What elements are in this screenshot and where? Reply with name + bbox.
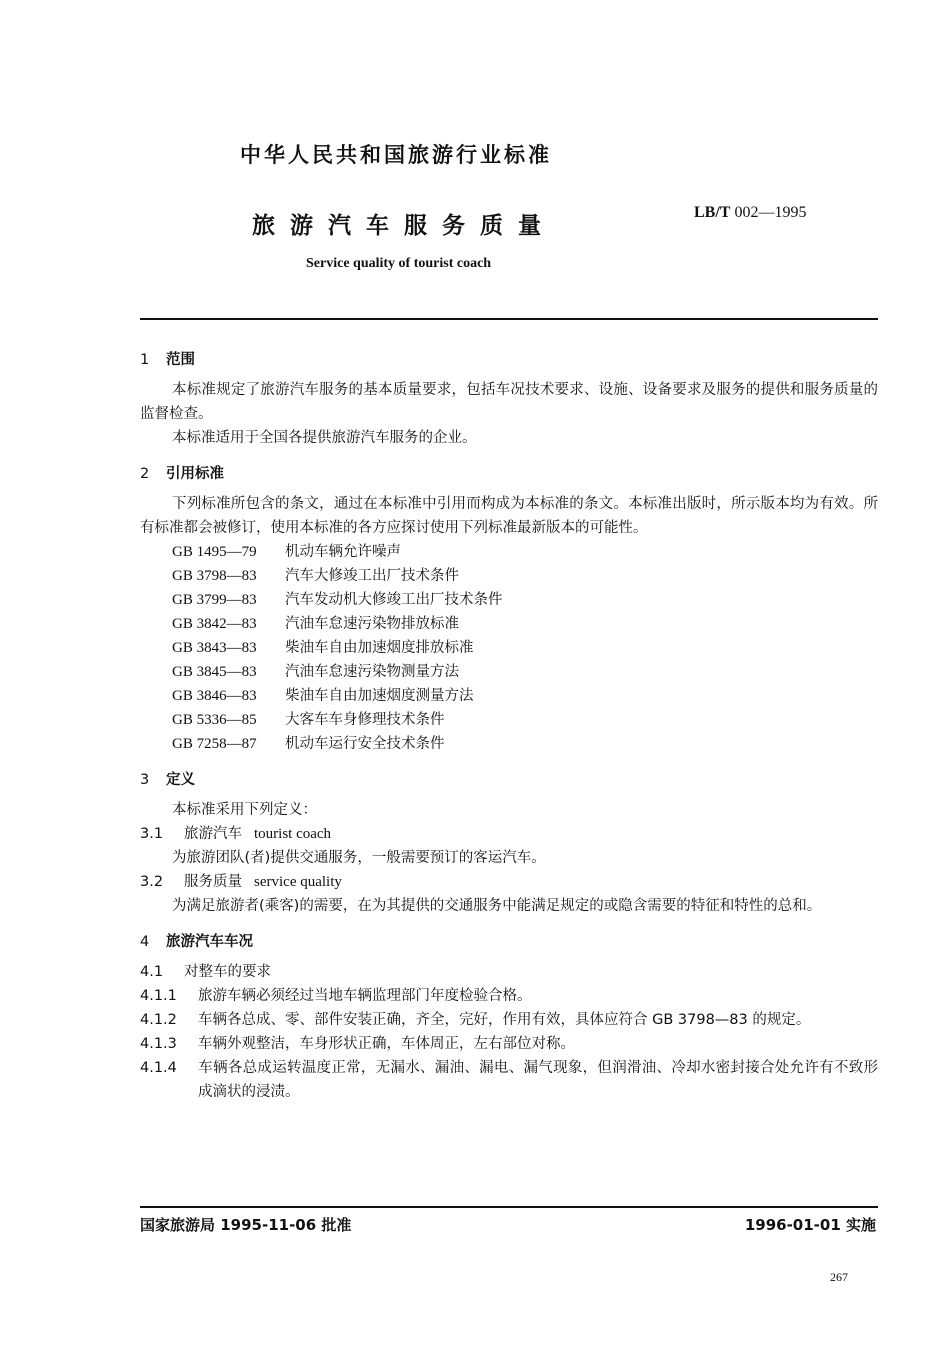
reference-name: 柴油车自由加速烟度测量方法 — [285, 688, 474, 704]
document-body — [140, 348, 878, 1104]
definition-term: 服务质量 — [184, 874, 242, 890]
section-title: 引用标准 — [166, 466, 224, 482]
clause-number: 3.1 — [140, 826, 164, 842]
clause-number: 4.1.4 — [140, 1060, 177, 1076]
clause-item — [140, 984, 878, 1008]
reference-code: GB 3799—83 — [172, 592, 257, 608]
approval-info: 国家旅游局 1995-11-06 批准 — [140, 1216, 352, 1234]
standard-code-prefix: LB/T — [694, 204, 731, 221]
reference-name: 汽车发动机大修竣工出厂技术条件 — [285, 592, 503, 608]
section-number: 4 — [140, 934, 150, 950]
reference-code: GB 3846—83 — [172, 688, 257, 704]
reference-item — [140, 660, 878, 684]
clause-item — [140, 1008, 878, 1032]
reference-item — [140, 588, 878, 612]
clause-number: 4.1.1 — [140, 988, 177, 1004]
definition-term: 旅游汽车 — [184, 826, 242, 842]
reference-item — [140, 564, 878, 588]
paragraph: 下列标准所包含的条文，通过在本标准中引用而构成为本标准的条文。本标准出版时，所示版本均为有效。所有标准都会被修订，使用本标准的各方应探讨使用下列标准最新版本的可能性。 — [140, 496, 878, 536]
reference-code: GB 5336—85 — [172, 712, 257, 728]
definition-heading — [140, 870, 878, 894]
paragraph: 本标准适用于全国各提供旅游汽车服务的企业。 — [172, 430, 477, 446]
definition-text: 为满足旅游者(乘客)的需要，在为其提供的交通服务中能满足规定的或隐含需要的特征和特性的总和。 — [172, 898, 822, 914]
reference-name: 汽油车怠速污染物测量方法 — [285, 664, 459, 680]
clause-number: 4.1 — [140, 964, 164, 980]
reference-name: 汽车大修竣工出厂技术条件 — [285, 568, 459, 584]
reference-item — [140, 612, 878, 636]
definition-term-en: tourist coach — [254, 826, 332, 842]
section-1-heading — [140, 348, 878, 372]
effective-date: 1996-01-01 实施 — [744, 1216, 876, 1234]
clause-number: 4.1.3 — [140, 1036, 177, 1052]
reference-name: 大客车车身修理技术条件 — [285, 712, 445, 728]
section-number: 1 — [140, 352, 150, 368]
definition-text: 为旅游团队(者)提供交通服务，一般需要预订的客运汽车。 — [172, 850, 546, 866]
section-4-heading — [140, 930, 878, 954]
reference-name: 汽油车怠速污染物排放标准 — [285, 616, 459, 632]
document-title-cn: 旅游汽车服务质量 — [252, 213, 556, 239]
section-title: 定义 — [166, 772, 195, 788]
reference-name: 机动车运行安全技术条件 — [285, 736, 445, 752]
reference-item — [140, 708, 878, 732]
definition-term-en: service quality — [254, 874, 342, 890]
standard-code — [694, 204, 806, 222]
reference-item — [140, 732, 878, 756]
reference-item — [140, 684, 878, 708]
section-title: 范围 — [166, 352, 195, 368]
clause-item — [140, 1056, 878, 1104]
page-number: 267 — [830, 1270, 848, 1284]
reference-name: 机动车辆允许噪声 — [285, 544, 401, 560]
reference-name: 柴油车自由加速烟度排放标准 — [285, 640, 474, 656]
paragraph: 本标准采用下列定义： — [172, 802, 317, 818]
section-number: 3 — [140, 772, 150, 788]
section-3-heading — [140, 768, 878, 792]
reference-code: GB 3843—83 — [172, 640, 257, 656]
section-title: 旅游汽车车况 — [166, 934, 253, 950]
document-title-en: Service quality of tourist coach — [306, 256, 492, 271]
clause-text: 车辆各总成运转温度正常，无漏水、漏油、漏电、漏气现象，但润滑油、冷却水密封接合处允许有不致形成滴状的浸渍。 — [198, 1060, 878, 1100]
clause-item — [140, 1032, 878, 1056]
standard-code-number: 002—1995 — [734, 204, 807, 221]
definition-heading — [140, 822, 878, 846]
paragraph: 本标准规定了旅游汽车服务的基本质量要求，包括车况技术要求、设施、设备要求及服务的提供和服务质量的监督检查。 — [140, 382, 878, 422]
reference-code: GB 3845—83 — [172, 664, 257, 680]
section-2-heading — [140, 462, 878, 486]
clause-text: 车辆外观整洁，车身形状正确，车体周正，左右部位对称。 — [198, 1036, 575, 1052]
reference-code: GB 1495—79 — [172, 544, 257, 560]
clause-number: 3.2 — [140, 874, 164, 890]
reference-item — [140, 540, 878, 564]
reference-code: GB 7258—87 — [172, 736, 257, 752]
standard-category: 中华人民共和国旅游行业标准 — [240, 143, 552, 167]
section-number: 2 — [140, 466, 150, 482]
clause-text: 旅游车辆必须经过当地车辆监理部门年度检验合格。 — [198, 988, 532, 1004]
subsection-heading — [140, 960, 878, 984]
header-divider — [140, 318, 878, 320]
clause-text: 车辆各总成、零、部件安装正确，齐全，完好，作用有效，具体应符合 GB 3798—83 的规定。 — [198, 1012, 811, 1028]
footer-divider — [140, 1206, 878, 1208]
reference-item — [140, 636, 878, 660]
reference-code: GB 3842—83 — [172, 616, 257, 632]
reference-code: GB 3798—83 — [172, 568, 257, 584]
subsection-title: 对整车的要求 — [184, 964, 271, 980]
clause-number: 4.1.2 — [140, 1012, 177, 1028]
